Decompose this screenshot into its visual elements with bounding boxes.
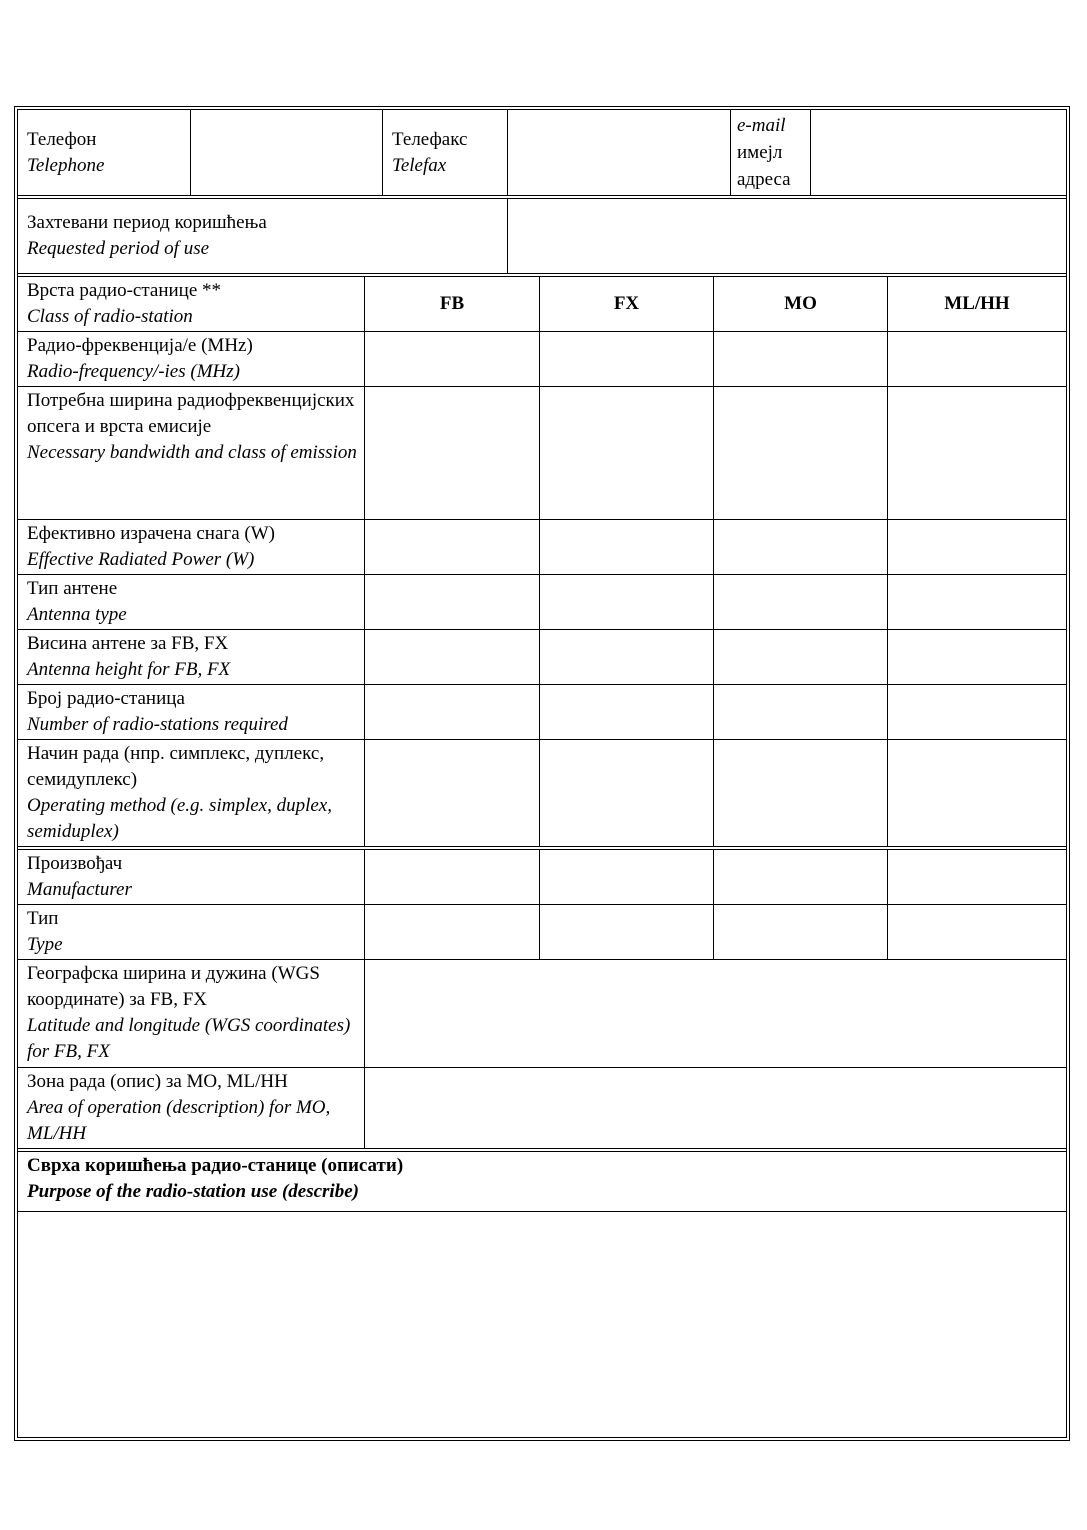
purpose-input-area[interactable] [18, 1211, 1066, 1437]
period-label-en: Requested period of use [27, 238, 210, 259]
antenna-type-label [18, 575, 365, 629]
power-row [18, 519, 1066, 574]
antenna-height-label-en: Antenna height for FB, FX [27, 659, 231, 680]
coordinates-label-sr: Географска ширина и дужина (WGS координате) за FB, FX [27, 963, 320, 1010]
fax-input[interactable] [508, 110, 731, 195]
column-header-fx: FX [540, 277, 714, 331]
frequency-label [18, 332, 365, 386]
power-input-fx[interactable] [540, 520, 714, 574]
coordinates-input[interactable] [365, 960, 1066, 1067]
bandwidth-input-fb[interactable] [365, 387, 540, 519]
phone-label-sr: Телефон [27, 128, 97, 150]
frequency-row [18, 331, 1066, 386]
bandwidth-input-mlhh[interactable] [888, 387, 1066, 519]
type-input-fx[interactable] [540, 905, 714, 959]
contact-row [18, 110, 1066, 195]
period-input[interactable] [508, 199, 1066, 273]
antenna-height-input-mlhh[interactable] [888, 630, 1066, 684]
email-label [731, 110, 811, 195]
manufacturer-input-fb[interactable] [365, 850, 540, 904]
operating-method-input-fb[interactable] [365, 740, 540, 846]
bandwidth-input-mo[interactable] [714, 387, 888, 519]
station-count-input-mlhh[interactable] [888, 685, 1066, 739]
operating-method-label [18, 740, 365, 846]
manufacturer-label-sr: Произвођач [27, 853, 123, 874]
operating-method-label-en: Operating method (e.g. simplex, duplex, semiduplex) [27, 795, 332, 842]
type-input-mlhh[interactable] [888, 905, 1066, 959]
manufacturer-input-fx[interactable] [540, 850, 714, 904]
period-row [18, 195, 1066, 273]
antenna-height-label-sr: Висина антене за FB, FX [27, 633, 229, 654]
station-count-input-fx[interactable] [540, 685, 714, 739]
manufacturer-input-mo[interactable] [714, 850, 888, 904]
purpose-header-sr: Сврха коришћења радио-станице (описати) [27, 1155, 404, 1176]
class-label-en: Class of radio-station [27, 306, 193, 327]
type-row [18, 904, 1066, 959]
coordinates-label [18, 960, 365, 1067]
email-label-line1: e-mail [737, 115, 786, 136]
operation-area-label-sr: Зона рада (опис) за MO, ML/HH [27, 1071, 288, 1092]
antenna-type-input-fb[interactable] [365, 575, 540, 629]
coordinates-label-en: Latitude and longitude (WGS coordinates) for FB, FX [27, 1015, 351, 1062]
bandwidth-label-sr: Потребна ширина радиофреквенцијских опсега и врста емисије [27, 390, 355, 437]
manufacturer-label [18, 850, 365, 904]
type-label-sr: Тип [27, 908, 59, 929]
bandwidth-row [18, 386, 1066, 519]
power-input-fb[interactable] [365, 520, 540, 574]
operation-area-row [18, 1067, 1066, 1148]
bandwidth-input-fx[interactable] [540, 387, 714, 519]
class-label-sr: Врста радио-станице ** [27, 280, 222, 301]
phone-label-en: Telephone [27, 154, 105, 176]
operating-method-input-fx[interactable] [540, 740, 714, 846]
phone-input[interactable] [191, 110, 383, 195]
station-count-label-en: Number of radio-stations required [27, 714, 288, 735]
antenna-type-label-en: Antenna type [27, 604, 127, 625]
antenna-type-input-fx[interactable] [540, 575, 714, 629]
operating-method-input-mo[interactable] [714, 740, 888, 846]
radio-station-form-table [14, 106, 1070, 1441]
coordinates-row [18, 959, 1066, 1067]
station-count-label-sr: Број радио-станица [27, 688, 185, 709]
period-label [18, 199, 508, 273]
period-label-sr: Захтевани период коришћења [27, 212, 267, 233]
antenna-type-input-mlhh[interactable] [888, 575, 1066, 629]
frequency-label-sr: Радио-фреквенција/е (MHz) [27, 335, 253, 356]
frequency-input-fx[interactable] [540, 332, 714, 386]
operation-area-input[interactable] [365, 1068, 1066, 1148]
class-header-row [18, 273, 1066, 331]
phone-label [18, 110, 191, 195]
column-header-fb: FB [365, 277, 540, 331]
station-count-input-fb[interactable] [365, 685, 540, 739]
type-input-mo[interactable] [714, 905, 888, 959]
manufacturer-row [18, 846, 1066, 904]
frequency-input-mo[interactable] [714, 332, 888, 386]
fax-label-en: Telefax [392, 154, 447, 176]
power-input-mlhh[interactable] [888, 520, 1066, 574]
antenna-height-row [18, 629, 1066, 684]
type-label [18, 905, 365, 959]
type-input-fb[interactable] [365, 905, 540, 959]
antenna-height-input-fx[interactable] [540, 630, 714, 684]
power-label-sr: Ефективно израчена снага (W) [27, 523, 275, 544]
frequency-input-mlhh[interactable] [888, 332, 1066, 386]
class-label [18, 277, 365, 331]
antenna-type-input-mo[interactable] [714, 575, 888, 629]
bandwidth-label [18, 387, 365, 519]
operation-area-label-en: Area of operation (description) for MO, ML/HH [27, 1097, 331, 1144]
column-header-mlhh: ML/HH [944, 293, 1010, 314]
antenna-type-label-sr: Тип антене [27, 578, 118, 599]
manufacturer-label-en: Manufacturer [27, 879, 132, 900]
email-label-line3: адреса [737, 169, 791, 190]
operating-method-input-mlhh[interactable] [888, 740, 1066, 846]
manufacturer-input-mlhh[interactable] [888, 850, 1066, 904]
station-count-label [18, 685, 365, 739]
antenna-type-row [18, 574, 1066, 629]
antenna-height-label [18, 630, 365, 684]
power-input-mo[interactable] [714, 520, 888, 574]
purpose-header [18, 1148, 1066, 1211]
email-input[interactable] [811, 110, 1066, 195]
type-label-en: Type [27, 934, 63, 955]
station-count-row [18, 684, 1066, 739]
column-header-mo: MO [714, 277, 888, 331]
operation-area-label [18, 1068, 365, 1148]
power-label-en: Effective Radiated Power (W) [27, 549, 255, 570]
email-label-line2: имејл [737, 142, 783, 163]
fax-label [383, 110, 508, 195]
operating-method-label-sr: Начин рада (нпр. симплекс, дуплекс, семидуплекс) [27, 743, 325, 790]
purpose-header-en: Purpose of the radio-station use (describe) [27, 1181, 359, 1202]
station-count-input-mo[interactable] [714, 685, 888, 739]
operating-method-row [18, 739, 1066, 846]
frequency-label-en: Radio-frequency/-ies (MHz) [27, 361, 240, 382]
bandwidth-label-en: Necessary bandwidth and class of emission [27, 442, 357, 463]
antenna-height-input-fb[interactable] [365, 630, 540, 684]
power-label [18, 520, 365, 574]
frequency-input-fb[interactable] [365, 332, 540, 386]
antenna-height-input-mo[interactable] [714, 630, 888, 684]
fax-label-sr: Телефакс [392, 128, 468, 150]
